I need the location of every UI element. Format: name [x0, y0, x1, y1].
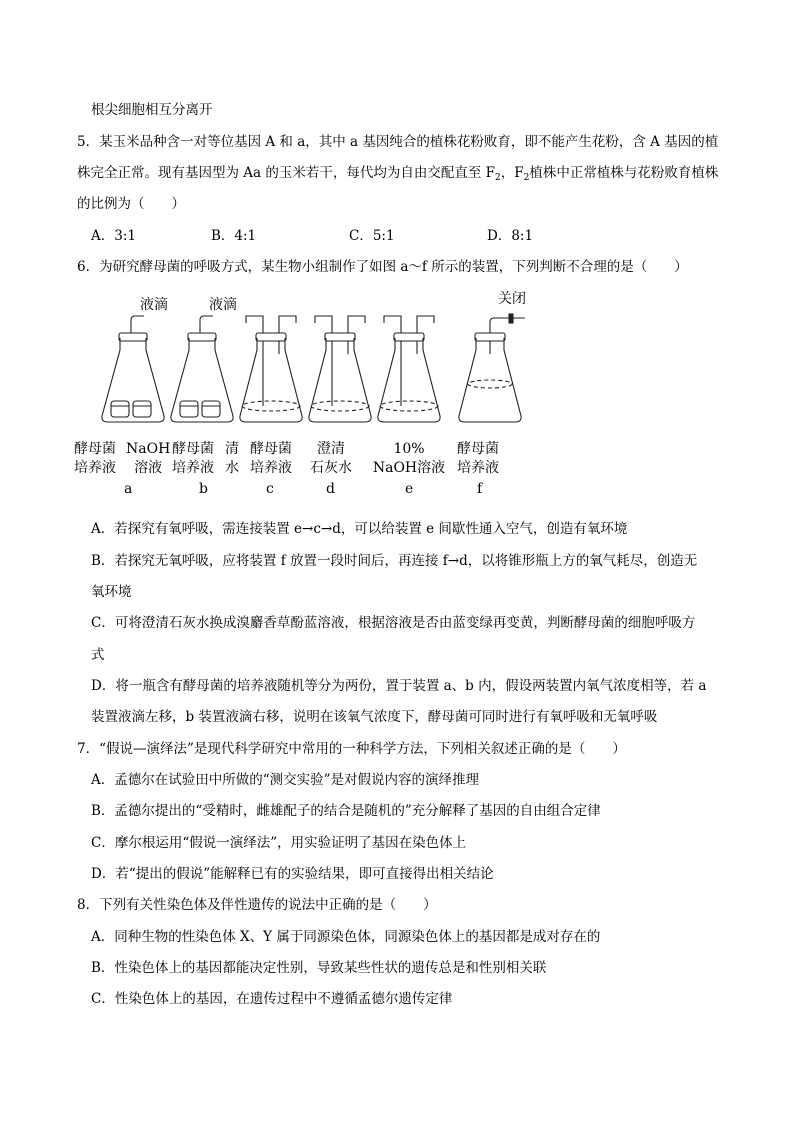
- q6-option-b-line2: 氧环境: [91, 584, 132, 600]
- flask-a-letter: a: [124, 481, 133, 497]
- q6-apparatus-figure: [70, 288, 530, 500]
- q6-option-c-line2: 式: [91, 647, 105, 663]
- q5-option-b: B．4:1: [211, 228, 257, 244]
- flask-d-letter: d: [326, 481, 335, 497]
- flask-a-label2: NaOH 溶液: [126, 441, 171, 476]
- flask-e-label: 10% NaOH溶液: [372, 441, 446, 476]
- q5-option-c: C．5:1: [349, 228, 395, 244]
- flask-f: [459, 314, 525, 422]
- q6-option-d-line1: D．将一瓶含有酵母菌的培养液随机等分为两份，置于装置 a、b 内，假设两装置内氧气浓度相等，若 a: [91, 678, 707, 694]
- q8-option-b: B．性染色体上的基因都能决定性别，导致某些性状的遗传总是和性别相关联: [91, 960, 547, 976]
- q7-option-d: D．若“提出的假说”能解释已有的实验结果，即可直接得出相关结论: [91, 866, 494, 882]
- flask-b-letter: b: [199, 481, 208, 497]
- flask-e: [378, 316, 440, 422]
- q6-option-a: A．若探究有氧呼吸，需连接装置 e→c→d，可以给装置 e 间歇性通入空气，创造有氧环境: [91, 521, 628, 537]
- flask-b-label2: 清 水: [225, 441, 239, 476]
- clamp-icon: [509, 314, 513, 323]
- label-droplet-a: 液滴: [140, 297, 168, 313]
- q6-option-b-line1: B．若探究无氧呼吸，应将装置 f 放置一段时间后，再连接 f→d，以将锥形瓶上方的氧气耗尽，创造无: [91, 553, 698, 569]
- label-closed-f: 关闭: [498, 291, 526, 307]
- label-droplet-b: 液滴: [209, 297, 237, 313]
- q7-option-a: A．孟德尔在试验田中所做的“测交实验”是对假说内容的演绎推理: [91, 772, 480, 788]
- q6-option-c-line1: C．可将澄清石灰水换成溴麝香草酚蓝溶液，根据溶液是否由蓝变绿再变黄，判断酵母菌的细胞呼吸方: [91, 615, 696, 631]
- q7-option-b: B．孟德尔提出的“受精时，雌雄配子的结合是随机的”充分解释了基因的自由组合定律: [91, 803, 601, 819]
- flask-e-letter: e: [405, 481, 414, 497]
- flask-a-label1: 酵母菌 培养液: [74, 441, 116, 476]
- q8-option-c: C．性染色体上的基因，在遗传过程中不遵循孟德尔遗传定律: [91, 991, 453, 1007]
- q5-stem-line3: 的比例为（ ）: [77, 196, 185, 212]
- q7-stem: 7．“假说—演绎法”是现代科学研究中常用的一种科学方法，下列相关叙述正确的是（ ）: [77, 741, 626, 757]
- flask-d-label: 澄清 石灰水: [310, 441, 352, 476]
- flask-b-label1: 酵母菌 培养液: [172, 441, 214, 476]
- flask-c-label: 酵母菌 培养液: [250, 441, 292, 476]
- flask-c-letter: c: [266, 481, 274, 497]
- flask-b: [171, 316, 233, 422]
- q8-stem: 8．下列有关性染色体及伴性遗传的说法中正确的是（ ）: [77, 897, 437, 913]
- flask-c: [240, 316, 302, 422]
- q6-stem: 6．为研究酵母菌的呼吸方式，某生物小组制作了如图 a～f 所示的装置，下列判断不合理的是（ ）: [77, 259, 688, 275]
- q5-stem-line2: 株完全正常。现有基因型为 Aa 的玉米若干，每代均为自由交配直至 $F_2$，$F_2$植株中正常植株与花粉败育植株: [77, 165, 719, 183]
- flask-f-letter: f: [477, 481, 483, 497]
- flask-f-label: 酵母菌 培养液: [457, 441, 499, 476]
- q5-option-a: A．3:1: [91, 228, 136, 244]
- q5-stem-line1: 5．某玉米品种含一对等位基因 A 和 a，其中 a 基因纯合的植株花粉败育，即不能产生花粉，含 A 基因的植: [77, 134, 719, 150]
- q7-option-c: C．摩尔根运用“假说一演绎法”，用实验证明了基因在染色体上: [91, 835, 467, 851]
- flask-d: [309, 316, 371, 422]
- previous-option-continuation: 根尖细胞相互分离开: [91, 102, 213, 118]
- q8-option-a: A．同种生物的性染色体 X、Y 属于同源染色体，同源染色体上的基因都是成对存在的: [91, 929, 601, 945]
- q5-option-d: D．8:1: [487, 228, 534, 244]
- flask-a: [102, 316, 164, 422]
- q6-option-d-line2: 装置液滴左移，b 装置液滴右移，说明在该氧气浓度下，酵母菌可同时进行有氧呼吸和无氧呼吸: [91, 709, 658, 725]
